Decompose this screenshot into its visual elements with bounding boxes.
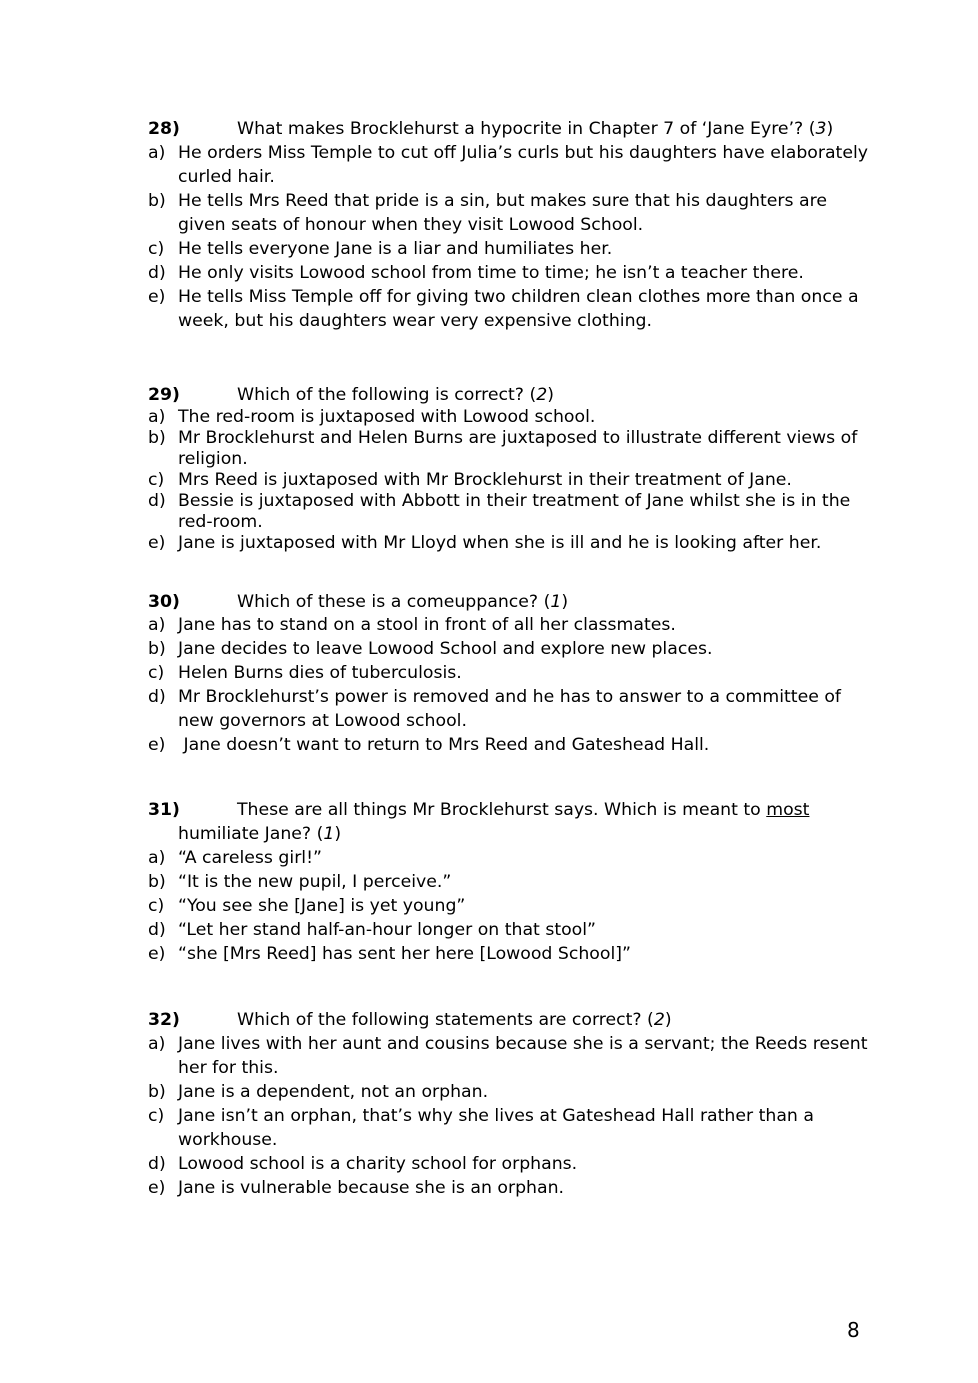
option-a <box>148 1032 868 1080</box>
option-e <box>148 942 868 966</box>
option-letter: b) <box>148 428 166 448</box>
option-text: “It is the new pupil, I perceive.” <box>178 872 452 892</box>
option-letter: e) <box>148 735 166 755</box>
question-header <box>148 592 868 613</box>
question-32 <box>148 1008 868 1200</box>
question-text: Which of the following statements are correct? (2) <box>237 1010 672 1030</box>
question-28 <box>148 117 868 333</box>
option-d <box>148 491 868 533</box>
option-letter: d) <box>148 687 166 707</box>
option-letter: a) <box>148 1034 166 1054</box>
option-text: Jane lives with her aunt and cousins because she is a servant; the Reeds resent her for this. <box>178 1034 868 1078</box>
question-number: 30) <box>148 592 180 612</box>
question-header <box>148 117 868 141</box>
option-d <box>148 685 868 733</box>
option-text: Jane doesn’t want to return to Mrs Reed and Gateshead Hall. <box>178 735 710 755</box>
options-list <box>148 613 868 757</box>
option-text: He tells Mrs Reed that pride is a sin, but makes sure that his daughters are given seats of honour when they visit Lowood School. <box>178 191 827 235</box>
option-e <box>148 1176 868 1200</box>
option-text: Jane isn’t an orphan, that’s why she lives at Gateshead Hall rather than a workhouse. <box>178 1106 814 1150</box>
option-letter: e) <box>148 944 166 964</box>
option-letter: b) <box>148 872 166 892</box>
option-letter: b) <box>148 191 166 211</box>
option-text: Jane has to stand on a stool in front of all her classmates. <box>178 615 676 635</box>
option-text: Mr Brocklehurst and Helen Burns are juxtaposed to illustrate different views of religion. <box>178 428 858 469</box>
option-a <box>148 846 868 870</box>
option-a <box>148 613 868 637</box>
option-letter: c) <box>148 663 165 683</box>
question-text: Which of the following is correct? (2) <box>237 385 554 405</box>
question-number: 29) <box>148 385 180 405</box>
question-number: 32) <box>148 1010 180 1030</box>
option-d <box>148 918 868 942</box>
question-number: 31) <box>148 800 180 820</box>
option-text: Mr Brocklehurst’s power is removed and he has to answer to a committee of new governors at Lowood school. <box>178 687 841 731</box>
question-31 <box>148 798 868 966</box>
option-text: “Let her stand half-an-hour longer on that stool” <box>178 920 596 940</box>
option-text: “she [Mrs Reed] has sent her here [Lowood School]” <box>178 944 631 964</box>
option-text: The red-room is juxtaposed with Lowood school. <box>178 407 596 427</box>
option-letter: e) <box>148 287 166 307</box>
question-header <box>148 1008 868 1032</box>
options-list <box>148 846 868 966</box>
option-letter: c) <box>148 239 165 259</box>
option-b <box>148 1080 868 1104</box>
option-letter: c) <box>148 896 165 916</box>
option-e <box>148 285 868 333</box>
option-letter: d) <box>148 1154 166 1174</box>
option-letter: d) <box>148 263 166 283</box>
question-number: 28) <box>148 119 180 139</box>
option-text: He orders Miss Temple to cut off Julia’s curls but his daughters have elaborately curled hair. <box>178 143 868 187</box>
option-a <box>148 407 868 428</box>
option-c <box>148 1104 868 1152</box>
option-text: Jane decides to leave Lowood School and explore new places. <box>178 639 713 659</box>
option-letter: c) <box>148 470 165 490</box>
option-letter: e) <box>148 533 166 553</box>
options-list <box>148 407 868 554</box>
option-text: “A careless girl!” <box>178 848 322 868</box>
options-list <box>148 1032 868 1200</box>
option-text: “You see she [Jane] is yet young” <box>178 896 466 916</box>
question-header <box>148 798 868 846</box>
emphasis-underline: most <box>766 800 810 820</box>
question-text: These are all things Mr Brocklehurst says. Which is meant to most humiliate Jane? (1) <box>178 800 810 844</box>
question-text: What makes Brocklehurst a hypocrite in Chapter 7 of ‘Jane Eyre’? (3) <box>237 119 834 139</box>
option-letter: a) <box>148 143 166 163</box>
marks-value: 2 <box>653 1010 665 1030</box>
option-c <box>148 894 868 918</box>
option-c <box>148 661 868 685</box>
question-30 <box>148 592 868 757</box>
option-d <box>148 1152 868 1176</box>
option-letter: d) <box>148 491 166 511</box>
option-letter: b) <box>148 1082 166 1102</box>
marks-value: 1 <box>550 592 562 612</box>
option-text: Helen Burns dies of tuberculosis. <box>178 663 462 683</box>
option-text: He tells everyone Jane is a liar and humiliates her. <box>178 239 613 259</box>
options-list <box>148 141 868 333</box>
option-letter: b) <box>148 639 166 659</box>
option-text: Jane is juxtaposed with Mr Lloyd when she is ill and he is looking after her. <box>178 533 822 553</box>
option-letter: a) <box>148 407 166 427</box>
option-e <box>148 533 868 554</box>
marks-value: 1 <box>323 824 335 844</box>
option-text: He only visits Lowood school from time to time; he isn’t a teacher there. <box>178 263 804 283</box>
option-b <box>148 428 868 470</box>
option-e <box>148 733 868 757</box>
option-d <box>148 261 868 285</box>
option-letter: e) <box>148 1178 166 1198</box>
page-number: 8 <box>847 1318 860 1342</box>
marks-value: 2 <box>536 385 548 405</box>
option-text: Bessie is juxtaposed with Abbott in their treatment of Jane whilst she is in the red-room. <box>178 491 851 532</box>
marks-value: 3 <box>815 119 827 139</box>
option-c <box>148 470 868 491</box>
option-letter: a) <box>148 615 166 635</box>
option-text: Jane is a dependent, not an orphan. <box>178 1082 489 1102</box>
question-text: Which of these is a comeuppance? (1) <box>237 592 569 612</box>
option-letter: a) <box>148 848 166 868</box>
option-b <box>148 637 868 661</box>
option-c <box>148 237 868 261</box>
option-text: Jane is vulnerable because she is an orphan. <box>178 1178 565 1198</box>
option-letter: d) <box>148 920 166 940</box>
option-b <box>148 870 868 894</box>
option-text: Lowood school is a charity school for orphans. <box>178 1154 578 1174</box>
option-text: He tells Miss Temple off for giving two children clean clothes more than once a week, but his daughters wear very expensive clothing. <box>178 287 859 331</box>
option-text: Mrs Reed is juxtaposed with Mr Brocklehurst in their treatment of Jane. <box>178 470 792 490</box>
option-letter: c) <box>148 1106 165 1126</box>
question-header <box>148 383 868 407</box>
question-29 <box>148 383 868 554</box>
option-b <box>148 189 868 237</box>
option-a <box>148 141 868 189</box>
